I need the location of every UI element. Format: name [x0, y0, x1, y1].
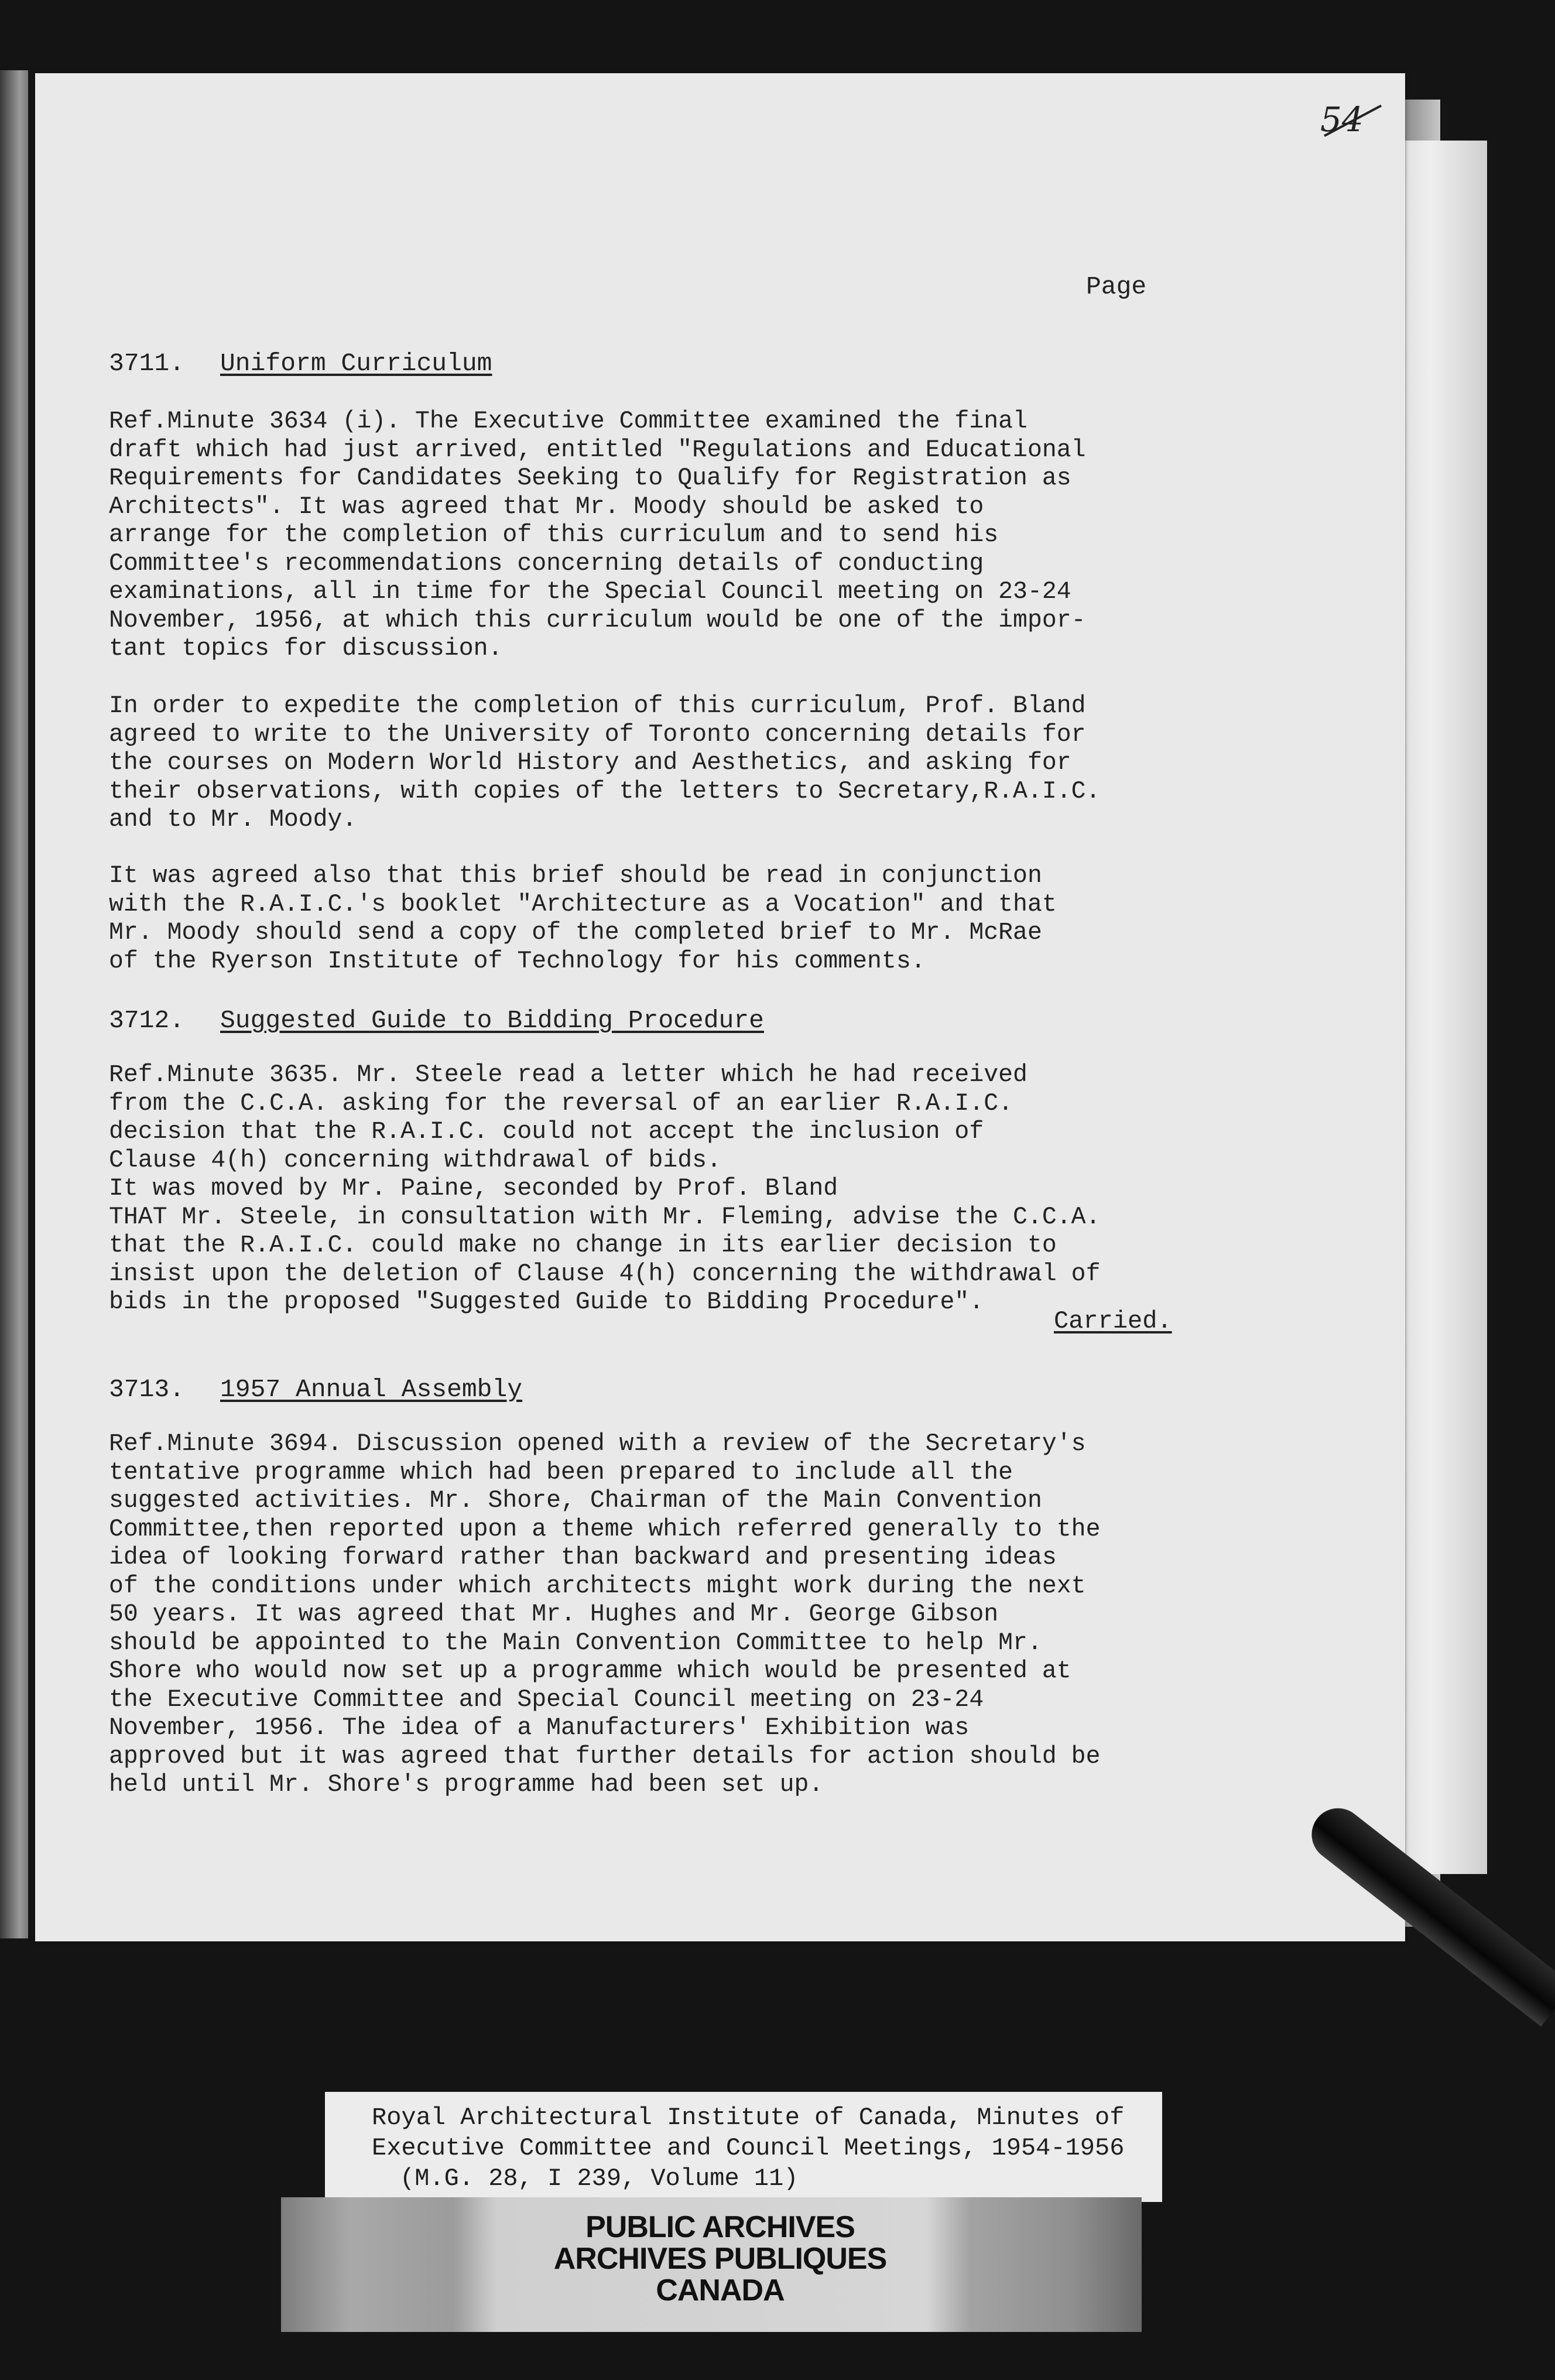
text-line: draft which had just arrived, entitled "Regulations and Educational [109, 436, 1086, 464]
paragraph-3712-1 [109, 1061, 1100, 1317]
section-number: 3712. [109, 1006, 185, 1035]
text-line: November, 1956. The idea of a Manufacturers' Exhibition was [109, 1714, 970, 1742]
text-line: Mr. Moody should send a copy of the completed brief to Mr. McRae [109, 919, 1042, 946]
text-line: Committee's recommendations concerning details of conducting [109, 549, 984, 577]
text-line: of the conditions under which architects might work during the next [109, 1572, 1086, 1600]
paragraph-3711-2 [109, 692, 1100, 835]
stamp-line: ARCHIVES PUBLIQUES [553, 2242, 887, 2276]
text-line: their observations, with copies of the letters to Secretary,R.A.I.C. [109, 777, 1101, 805]
page-stack [1393, 141, 1487, 1874]
text-line: 50 years. It was agreed that Mr. Hughes and Mr. George Gibson [109, 1601, 999, 1628]
text-line: Architects". It was agreed that Mr. Moody should be asked to [109, 493, 984, 521]
text-line: from the C.C.A. asking for the reversal of an earlier R.A.I.C. [109, 1089, 1013, 1117]
text-line: Shore who would now set up a programme which would be presented at [109, 1657, 1071, 1685]
text-line: agreed to write to the University of Toronto concerning details for [109, 720, 1086, 748]
text-line: idea of looking forward rather than backward and presenting ideas [109, 1544, 1057, 1571]
page-label [1086, 273, 1146, 302]
section-title: Uniform Curriculum [220, 349, 492, 378]
stamp-line: PUBLIC ARCHIVES [585, 2210, 855, 2244]
section-heading-3711 [109, 349, 492, 378]
stamp-line: CANADA [656, 2273, 785, 2307]
adjacent-page-edge [0, 70, 28, 1938]
text-line: examinations, all in time for the Special Council meeting on 23-24 [109, 578, 1071, 606]
text-line: decision that the R.A.I.C. could not accept the inclusion of [109, 1118, 984, 1145]
text-line: suggested activities. Mr. Shore, Chairman of the Main Convention [109, 1487, 1042, 1514]
text-line: November, 1956, at which this curriculum would be one of the impor- [109, 606, 1086, 634]
text-line: should be appointed to the Main Convention Committee to help Mr. [109, 1629, 1042, 1657]
section-heading-3713 [109, 1375, 522, 1404]
archive-label-line: Royal Architectural Institute of Canada, Minutes of [372, 2104, 1125, 2132]
text-line: Ref.Minute 3635. Mr. Steele read a letter which he had received [109, 1061, 1027, 1089]
paragraph-3711-1 [109, 408, 1086, 664]
section-heading-3712 [109, 1006, 764, 1035]
text-line: that the R.A.I.C. could make no change in its earlier decision to [109, 1232, 1057, 1259]
text-line: the courses on Modern World History and Aesthetics, and asking for [109, 749, 1071, 777]
text-line: It was moved by Mr. Paine, seconded by Prof. Bland [109, 1175, 838, 1202]
archive-label-line: Executive Committee and Council Meetings, 1954-1956 [372, 2134, 1125, 2162]
text-line: Ref.Minute 3694. Discussion opened with a review of the Secretary's [109, 1430, 1086, 1458]
handwritten-folio-number: 54 [1320, 100, 1364, 139]
text-line: tant topics for discussion. [109, 635, 503, 662]
text-line: THAT Mr. Steele, in consultation with Mr. Fleming, advise the C.C.A. [109, 1203, 1101, 1231]
text-line: insist upon the deletion of Clause 4(h) concerning the withdrawal of [109, 1260, 1101, 1288]
section-number: 3711. [109, 349, 185, 378]
archive-reference-text [372, 2102, 1124, 2194]
text-line: approved but it was agreed that further details for action should be [109, 1742, 1101, 1770]
paragraph-3711-3 [109, 862, 1057, 976]
text-line: It was agreed also that this brief should be read in conjunction [109, 862, 1042, 890]
text-line: the Executive Committee and Special Council meeting on 23-24 [109, 1685, 984, 1714]
text-line: bids in the proposed "Suggested Guide to Bidding Procedure". [109, 1288, 984, 1316]
text-line: Ref.Minute 3634 (i). The Executive Committee examined the final [109, 408, 1027, 435]
text-line: with the R.A.I.C.'s booklet "Architecture as a Vocation" and that [109, 890, 1057, 918]
text-line: tentative programme which had been prepared to include all the [109, 1458, 1013, 1486]
section-title: Suggested Guide to Bidding Procedure [220, 1006, 764, 1035]
page-label-text: Page [1086, 272, 1147, 301]
text-line: arrange for the completion of this curriculum and to send his [109, 521, 999, 549]
text-line: and to Mr. Moody. [109, 806, 357, 833]
text-line: held until Mr. Shore's programme had been set up. [109, 1771, 824, 1798]
section-number: 3713. [109, 1375, 185, 1404]
text-line: In order to expedite the completion of this curriculum, Prof. Bland [109, 692, 1086, 720]
text-line: of the Ryerson Institute of Technology for his comments. [109, 947, 926, 975]
text-line: Committee,then reported upon a theme which referred generally to the [109, 1515, 1101, 1543]
paragraph-3713-1 [109, 1430, 1100, 1800]
archive-label-line: (M.G. 28, I 239, Volume 11) [400, 2164, 799, 2193]
carried-note: Carried. [1054, 1307, 1172, 1335]
text-line: Requirements for Candidates Seeking to Qualify for Registration as [109, 464, 1071, 492]
section-title: 1957 Annual Assembly [220, 1375, 523, 1404]
public-archives-stamp [504, 2211, 937, 2323]
archive-reference-label [325, 2092, 1162, 2202]
text-line: Clause 4(h) concerning withdrawal of bids. [109, 1146, 721, 1174]
